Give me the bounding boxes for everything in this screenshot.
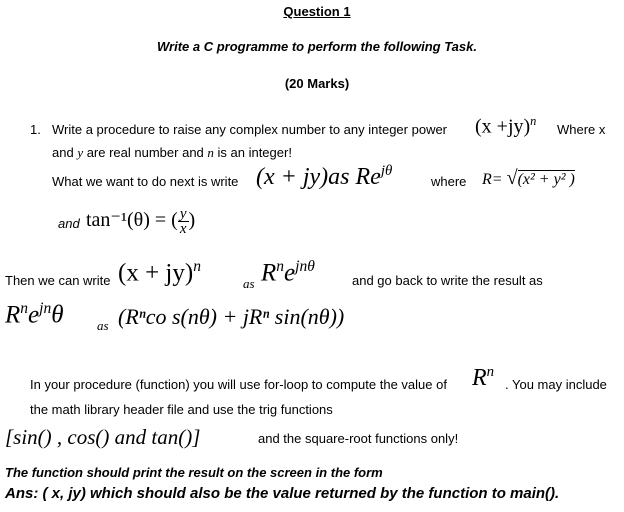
then-r-exp: n <box>276 258 285 275</box>
then-suffix: and go back to write the result as <box>352 273 543 288</box>
then-as: as <box>243 276 255 291</box>
result-e: e <box>28 301 40 329</box>
trig-functions-expr: [sin() , cos() and tan()] <box>5 425 201 449</box>
then-prefix: Then we can write <box>5 273 111 288</box>
then-power-expr <box>118 258 201 287</box>
procedure-line2: the math library header file and use the trig functions <box>30 402 333 417</box>
item1-power-expr <box>475 114 536 139</box>
footer-line1: The function should print the result on the screen in the form <box>5 465 383 480</box>
r-base: R <box>472 365 487 391</box>
polar-form-expr <box>256 163 392 191</box>
question-title: Question 1 <box>283 4 351 19</box>
r-exp: n <box>486 364 495 380</box>
r-equals: R= <box>482 171 507 188</box>
sqrt-body: (x² + y² ) <box>517 171 575 188</box>
and-label: and <box>58 216 80 231</box>
procedure-line3-text: and the square-root functions only! <box>258 431 459 446</box>
procedure-line1-tail: . You may include <box>505 377 607 392</box>
result-rect-expr: (Rⁿco s(nθ) + jRⁿ sin(nθ)) <box>118 304 345 329</box>
task-subtitle: Write a C programme to perform the following Task. <box>157 39 477 54</box>
marks-label: (20 Marks) <box>284 76 350 91</box>
then-polar-expr <box>261 258 315 287</box>
item1-line1-text: Write a procedure to raise any complex number to any integer power <box>52 122 448 137</box>
item1-line3-text: What we want to do next is write <box>52 174 239 189</box>
fraction-denominator: x <box>179 221 187 237</box>
var-y: y <box>77 145 84 160</box>
result-r: R <box>5 301 21 329</box>
result-r-exp: n <box>20 300 29 317</box>
var-n: n <box>207 145 214 160</box>
line2-mid: are real number and <box>83 145 208 160</box>
polar-exponent: jθ <box>380 163 393 179</box>
result-theta: θ <box>51 301 64 329</box>
expr-exponent: n <box>530 114 537 128</box>
r-power-expr <box>472 364 494 392</box>
fraction-numerator: y <box>179 206 187 222</box>
arctan-expr <box>86 207 195 236</box>
line2-and: and <box>52 145 78 160</box>
then-exponent: n <box>193 258 201 275</box>
footer-line2: Ans: ( x, jy) which should also be the value returned by the function to main(). <box>5 485 560 502</box>
item1-line1-tail <box>557 122 605 137</box>
magnitude-formula <box>482 167 575 190</box>
y-over-x-fraction <box>178 207 189 236</box>
expr-base: (x +jy) <box>475 115 531 138</box>
then-e: e <box>284 259 296 287</box>
polar-base: (x + jy)as Re <box>256 164 381 190</box>
sqrt-icon: √ <box>506 167 518 189</box>
line2-end: is an integer! <box>213 145 292 160</box>
where-label: where <box>431 174 467 189</box>
arctan-close: ) <box>188 209 196 232</box>
procedure-line1-text: In your procedure (function) you will use for-loop to compute the value of <box>30 377 447 392</box>
then-base: (x + jy) <box>118 259 194 287</box>
result-e-exp: jn <box>39 300 52 317</box>
item-number: 1. <box>30 122 41 137</box>
result-as: as <box>97 318 109 333</box>
then-r: R <box>261 259 277 287</box>
result-polar-expr <box>5 300 63 329</box>
then-e-exp: jnθ <box>295 258 315 275</box>
item1-line2 <box>52 145 292 161</box>
where-word: Where x <box>557 122 606 137</box>
arctan-lhs: tan⁻¹(θ) = ( <box>86 209 178 232</box>
